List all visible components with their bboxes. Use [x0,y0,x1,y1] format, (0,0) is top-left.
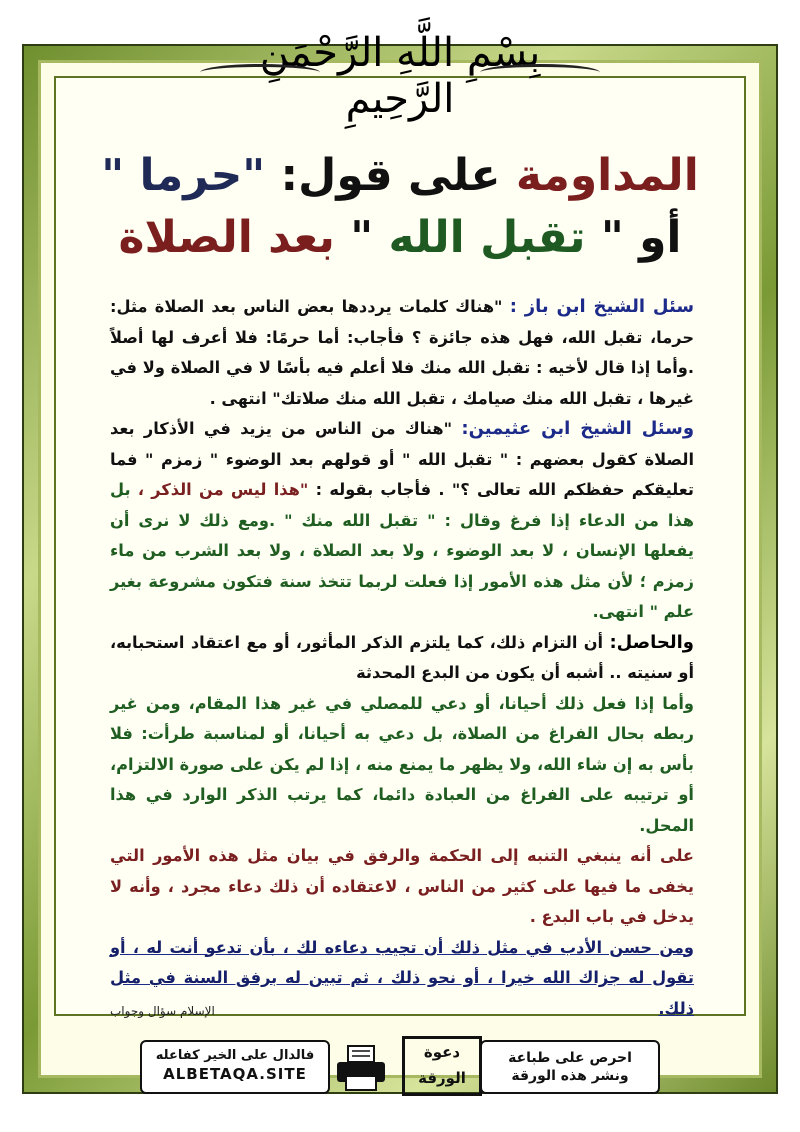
paragraph-conclusion [110,628,694,689]
title-word-2: على قول: [280,150,501,201]
paragraph-ibn-baz [110,292,694,414]
printer-icon [334,1044,388,1092]
title-word-7: بعد الصلاة [118,212,335,263]
paragraph-occasional [110,689,694,842]
ibn-uthaymeen-answer-start: "هذا ليس من الذكر ، [137,480,309,499]
footer-print-line-2: ونشر هذه الورقة [511,1068,629,1084]
title-word-5: تقبل الله [388,212,586,263]
ibn-baz-heading: سئل الشيخ ابن باز : [509,296,695,317]
basmala-calligraphy [200,30,600,122]
basmala-text: بِسْمِ اللَّهِ الرَّحْمَنِ الرَّحِيمِ [259,30,541,122]
title-word-4: أو " [600,212,682,263]
paragraph-ibn-uthaymeen [110,414,694,628]
footer-site-link[interactable]: ALBETAQA.SITE [163,1065,307,1083]
ibn-uthaymeen-heading: وسئل الشيخ ابن عثيمين: [461,418,695,439]
footer-slogan: فالدال على الخير كفاعله [155,1048,315,1063]
title-word-6: " [350,212,374,263]
conclusion-text: أن التزام ذلك، كما يلتزم الذكر المأثور، أو مع اعتقاد استحبابه، أو سنيته .. أشبه أن يكون من البدع المحدثة [110,632,694,682]
footer-bar [140,1040,660,1094]
occasional-text: وأما إذا فعل ذلك أحيانا، أو دعي للمصلي في غير هذا المقام، ومن غير ربطه بحال الفراغ من الصلاة، بل دعي به أحيانا، أو لمناسبة طرأت: فلا بأس به إن شاء الله، ولا يظهر ما يمنع منه ، إذا لم يكن على صورة الالتزام، أو ترتيبه على الفراغ من العبادة دائما، كما يرتب الذكر الوارد في هذا المحل. [110,693,694,835]
ibn-uthaymeen-answer: بل هذا من الدعاء إذا فرغ وقال : " تقبل الله منك " .ومع ذلك لا نرى أن يفعلها الإنسان ، لا بعد الوضوء ، ولا بعد الصلاة ، ولا بعد الشرب من ماء زمزم ؛ لأن مثل هذه الأمور إذا فعلت لربما تتخذ سنة فتكون مشروعة بغير علم " انتهى. [110,480,694,621]
etiquette-text: ومن حسن الأدب في مثل ذلك أن تجيب دعاءه لك ، بأن تدعو أنت له ، أو تقول له جزاك الله خيرا ، أو نحو ذلك ، ثم تبين له برفق السنة في مثل ذلك. [110,937,694,1018]
title-word-1: المداومة [515,150,699,201]
page-title-line-1 [70,150,730,201]
logo-word-2: الورقة [418,1069,466,1087]
page-title-line-2 [70,212,730,263]
left-flourish-icon [200,64,320,81]
ibn-uthaymeen-question: "هناك من الناس من يزيد في الأذكار بعد الصلاة كقول بعضهم : " تقبل الله " أو قولهم بعد الوضوء " زمزم " فما تعليقكم حفظكم الله تعالى ؟" . فأجاب بقوله : [110,419,694,499]
footer-print-box [480,1040,660,1094]
ibn-baz-text: "هناك كلمات يرددها بعض الناس بعد الصلاة مثل: حرما، تقبل الله، فهل هذه جائزة ؟ فأجاب: أما حرمًا: فلا أعرف لها أصلاً .وأما إذا قال لأخيه : تقبل الله منك فلا أعلم فيه بأسًا لا في الصلاة ولا في غيرها ، تقبل الله منك صيامك ، تقبل الله منك صلاتك" انتهى . [110,297,694,408]
dawah-logo [402,1036,482,1096]
source-credit: الإسلام سؤال وجواب [110,1004,215,1018]
conclusion-heading: والحاصل: [609,631,694,653]
wisdom-text: على أنه ينبغي التنبه إلى الحكمة والرفق في بيان مثل هذه الأمور التي يخفى ما فيها على كثير من الناس ، لاعتقاده أن ذلك دعاء مجرد ، وأنه لا يدخل في باب البدع . [110,846,694,926]
footer-print-line-1: احرص على طباعة [508,1050,632,1066]
paragraph-wisdom [110,841,694,933]
title-word-3: "حرما " [101,150,266,201]
right-flourish-icon [480,64,600,81]
footer-site-box [140,1040,330,1094]
logo-word-1: دعوة [423,1043,461,1061]
article-body [110,292,694,1024]
